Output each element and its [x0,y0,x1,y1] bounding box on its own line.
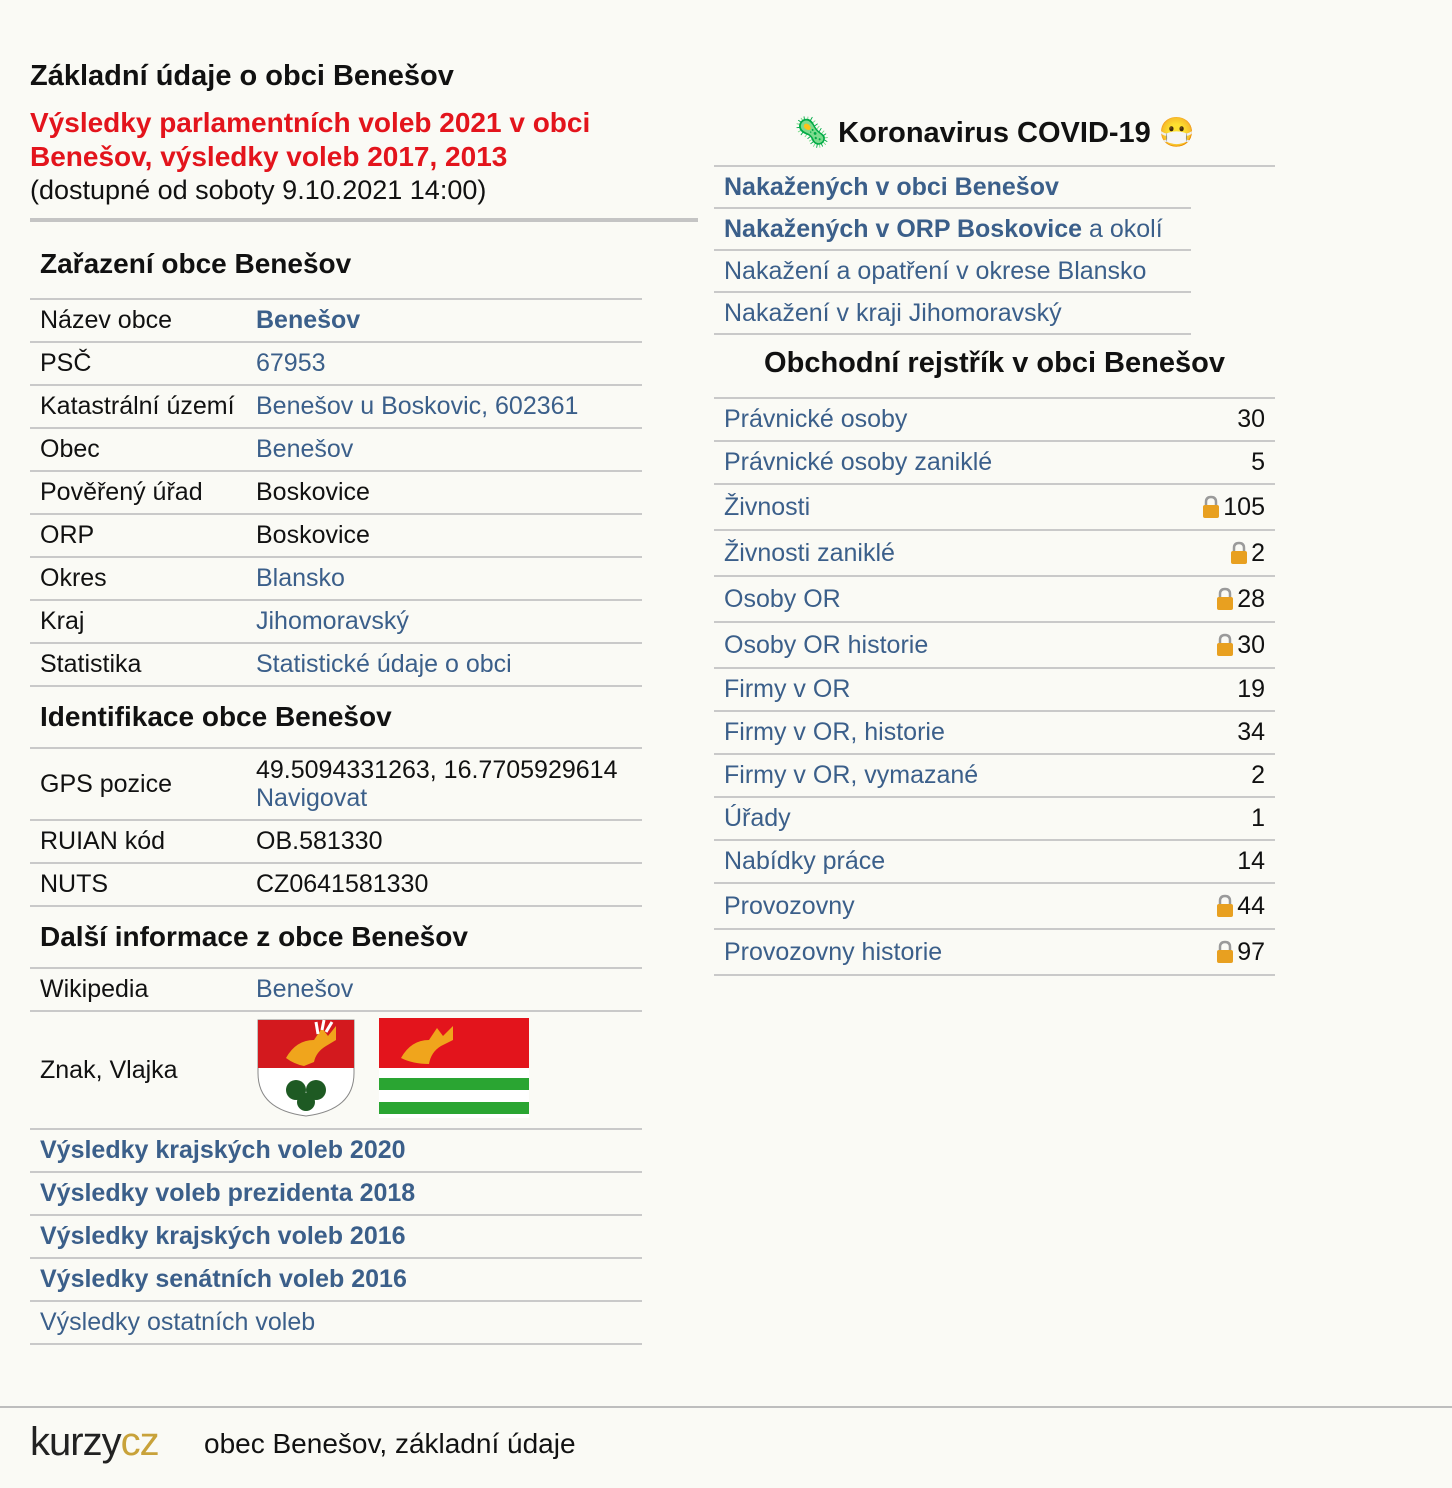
or-item-link[interactable]: Právnické osoby zaniklé [724,448,993,476]
table-row [714,576,1275,622]
or-item-link[interactable]: Úřady [724,804,791,832]
row-label: Okres [30,557,246,600]
zarazeni-table [30,298,642,687]
table-row [714,711,1275,754]
table-row [714,754,1275,797]
lock-icon [1202,495,1220,519]
or-count: 5 [1150,441,1275,484]
table-row [714,929,1275,975]
election-link-krajske-2020[interactable]: Výsledky krajských voleb 2020 [30,1130,642,1173]
election-2021-link[interactable]: Výsledky parlamentních voleb 2021 v obci Benešov, výsledky voleb 2017, 2013 [30,107,591,172]
row-value: Boskovice [246,514,642,557]
wikipedia-link[interactable]: Benešov [256,975,354,1003]
or-count: 14 [1150,840,1275,883]
or-count: 1 [1150,797,1275,840]
table-row [30,820,642,863]
navigate-link[interactable]: Navigovat [256,784,368,812]
section-heading-identifikace: Identifikace obce Benešov [40,701,392,732]
kraj-link[interactable]: Jihomoravský [256,607,409,635]
divider [30,218,698,222]
or-item-link[interactable]: Živnosti zaniklé [724,538,895,567]
election-link-ostatni[interactable]: Výsledky ostatních voleb [30,1302,642,1345]
covid-okres-link[interactable]: Nakažení a opatření v okrese Blansko [714,251,1191,293]
or-item-link[interactable]: Osoby OR historie [724,630,929,659]
election-availability-note: (dostupné od soboty 9.10.2021 14:00) [30,175,487,205]
footer [0,1406,1452,1488]
or-item-link[interactable]: Právnické osoby [724,405,908,433]
table-row [30,748,642,820]
covid-heading: 🦠 Koronavirus COVID-19 😷 [714,110,1275,167]
row-label: RUIAN kód [30,820,246,863]
left-column [30,58,700,1345]
identifikace-table [30,747,642,907]
lock-icon [1216,940,1234,964]
section-heading-zarazeni: Zařazení obce Benešov [40,248,352,279]
table-row [714,840,1275,883]
lock-icon [1216,587,1234,611]
logo-text-cz: cz [120,1420,159,1464]
row-label: Kraj [30,600,246,643]
row-label: Statistika [30,643,246,686]
obchodni-rejstrik-heading: Obchodní rejstřík v obci Benešov [714,335,1275,399]
table-row [30,863,642,906]
or-item-link[interactable]: Živnosti [724,492,811,521]
lock-icon [1216,894,1234,918]
row-label: Znak, Vlajka [30,1011,246,1129]
logo-text-kurzy: kurzy [30,1420,121,1464]
flag-image[interactable] [379,1018,529,1118]
row-label: NUTS [30,863,246,906]
election-link-senatni-2016[interactable]: Výsledky senátních voleb 2016 [30,1259,642,1302]
table-row [714,883,1275,929]
or-item-link[interactable]: Firmy v OR [724,675,851,703]
table-row [30,600,642,643]
election-link-prezident-2018[interactable]: Výsledky voleb prezidenta 2018 [30,1173,642,1216]
psc-link[interactable]: 67953 [256,349,326,377]
or-count: 30 [1237,630,1265,659]
row-label: Katastrální území [30,385,246,428]
covid-orp-row [714,209,1191,251]
table-row [30,968,642,1011]
row-label: ORP [30,514,246,557]
covid-kraj-link[interactable]: Nakažení v kraji Jihomoravský [714,293,1191,335]
table-row [714,441,1275,484]
row-label: PSČ [30,342,246,385]
row-label: Wikipedia [30,968,246,1011]
table-row [714,530,1275,576]
table-row [30,557,642,600]
or-count: 28 [1237,584,1265,613]
table-row [714,484,1275,530]
table-row [30,299,642,342]
table-row [30,643,642,686]
row-value: CZ0641581330 [246,863,642,906]
table-row [30,514,642,557]
coat-of-arms-image[interactable] [256,1018,356,1118]
row-label: Název obce [30,299,246,342]
table-row [714,399,1275,441]
statistics-link[interactable]: Statistické údaje o obci [256,650,512,678]
obec-link[interactable]: Benešov [256,435,354,463]
covid-infected-obec-link[interactable]: Nakažených v obci Benešov [714,167,1191,209]
or-count: 97 [1237,937,1265,966]
table-row [714,797,1275,840]
table-row [714,668,1275,711]
table-row [30,385,642,428]
row-label: Obec [30,428,246,471]
table-row [30,428,642,471]
or-item-link[interactable]: Osoby OR [724,584,841,613]
gps-coordinates: 49.5094331263, 16.7705929614 [256,756,618,784]
table-row [30,471,642,514]
section-heading-dalsi: Další informace z obce Benešov [40,921,468,952]
or-item-link[interactable]: Provozovny [724,891,855,920]
okres-link[interactable]: Blansko [256,564,345,592]
kurzy-logo[interactable] [30,1420,159,1464]
or-item-link[interactable]: Firmy v OR, vymazané [724,761,979,789]
row-label: GPS pozice [30,748,246,820]
row-value: Boskovice [246,471,642,514]
or-item-link[interactable]: Firmy v OR, historie [724,718,945,746]
dalsi-table [30,967,642,1130]
covid-okoli-link[interactable]: a okolí [1082,215,1163,243]
table-row [714,622,1275,668]
or-count: 105 [1223,492,1265,521]
covid-infected-orp-link[interactable]: Nakažených v ORP Boskovice [724,215,1083,243]
or-count: 2 [1251,538,1265,567]
municipality-name-link[interactable]: Benešov [256,306,361,334]
or-count: 30 [1150,399,1275,441]
page-title: Základní údaje o obci Benešov [30,60,454,92]
row-label: Pověřený úřad [30,471,246,514]
or-count: 2 [1150,754,1275,797]
right-column [714,110,1275,976]
election-link-krajske-2016[interactable]: Výsledky krajských voleb 2016 [30,1216,642,1259]
lock-icon [1230,541,1248,565]
table-row [30,1011,642,1129]
table-row [30,342,642,385]
or-count: 34 [1150,711,1275,754]
or-item-link[interactable]: Nabídky práce [724,847,886,875]
or-count: 19 [1150,668,1275,711]
lock-icon [1216,633,1234,657]
footer-caption: obec Benešov, základní údaje [204,1428,576,1459]
row-value: OB.581330 [246,820,642,863]
or-item-link[interactable]: Provozovny historie [724,937,943,966]
obchodni-rejstrik-table [714,399,1275,976]
or-count: 44 [1237,891,1265,920]
cadastral-link[interactable]: Benešov u Boskovic, 602361 [256,392,579,420]
